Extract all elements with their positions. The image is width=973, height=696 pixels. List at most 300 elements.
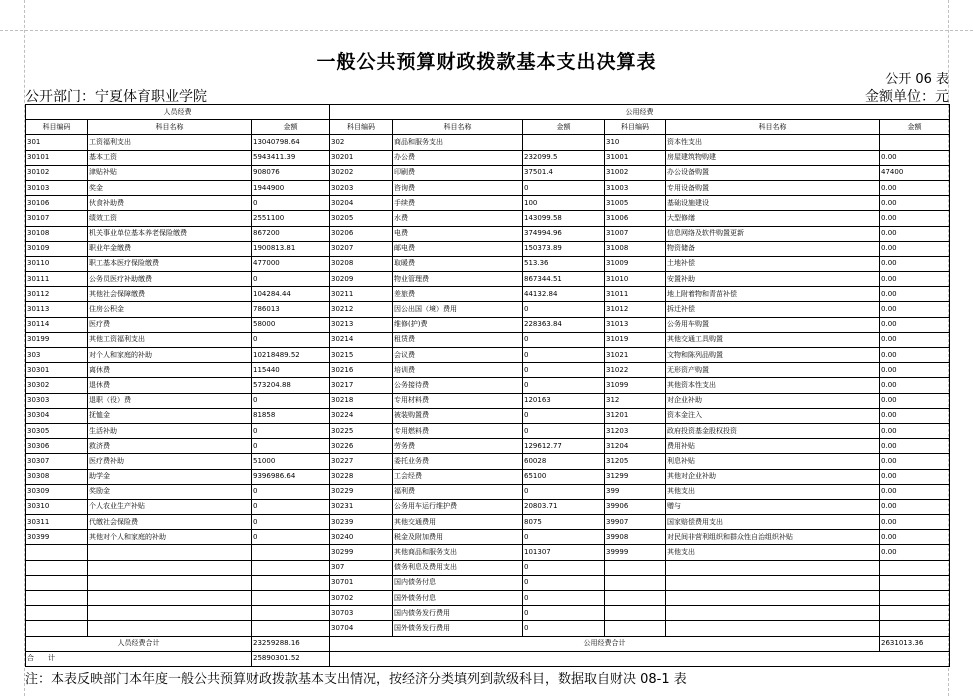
personnel-amount-cell: 10218489.52: [252, 348, 330, 363]
public-b-name-cell: 其他资本性支出: [666, 378, 880, 393]
expenditure-table: [25, 104, 950, 667]
public-b-code-cell: 31012: [605, 302, 666, 317]
public-a-amount-cell: 0: [523, 363, 605, 378]
public-a-amount-cell: 0: [523, 378, 605, 393]
public-b-name-cell: 地上附着物和青苗补偿: [666, 287, 880, 302]
public-a-name-cell: 印刷费: [393, 165, 523, 180]
personnel-name-cell: [88, 591, 252, 606]
public-a-amount-cell: 867344.51: [523, 272, 605, 287]
personnel-code-cell: [26, 606, 88, 621]
table-row: [26, 454, 950, 469]
public-a-amount-cell: 228363.84: [523, 317, 605, 332]
personnel-amount-cell: 58000: [252, 317, 330, 332]
public-a-name-cell: 租赁费: [393, 332, 523, 347]
public-a-code-cell: 302: [330, 135, 393, 150]
public-a-code-cell: 30201: [330, 150, 393, 165]
public-a-code-cell: 30205: [330, 211, 393, 226]
public-a-name-cell: 培训费: [393, 363, 523, 378]
public-a-name-cell: 差旅费: [393, 287, 523, 302]
public-a-code-cell: 30204: [330, 196, 393, 211]
unit-label: 金额单位：元: [865, 89, 949, 105]
public-b-amount-cell: 47400: [880, 165, 950, 180]
public-b-amount-cell: 0.00: [880, 272, 950, 287]
table-row: [26, 241, 950, 256]
public-b-code-cell: 31003: [605, 180, 666, 195]
personnel-amount-cell: 1900813.81: [252, 241, 330, 256]
public-b-amount-cell: 0.00: [880, 469, 950, 484]
table-row: [26, 363, 950, 378]
personnel-amount-cell: 0: [252, 484, 330, 499]
personnel-code-cell: 30114: [26, 317, 88, 332]
public-b-code-cell: 31008: [605, 241, 666, 256]
public-b-amount-cell: 0.00: [880, 332, 950, 347]
public-a-code-cell: 30229: [330, 484, 393, 499]
table-row: [26, 408, 950, 423]
personnel-name-cell: 绩效工资: [88, 211, 252, 226]
personnel-code-cell: 30311: [26, 515, 88, 530]
public-b-name-cell: 土地补偿: [666, 256, 880, 271]
public-b-name-cell: [666, 560, 880, 575]
public-total-amount: 2631013.36: [880, 636, 950, 651]
personnel-name-cell: 住房公积金: [88, 302, 252, 317]
public-b-code-cell: 39908: [605, 530, 666, 545]
public-b-code-cell: 399: [605, 484, 666, 499]
personnel-name-cell: 伙食补助费: [88, 196, 252, 211]
personnel-code-cell: 30112: [26, 287, 88, 302]
personnel-code-cell: 30307: [26, 454, 88, 469]
public-b-name-cell: 对企业补助: [666, 393, 880, 408]
personnel-name-cell: [88, 545, 252, 560]
public-a-code-cell: 30217: [330, 378, 393, 393]
personnel-code-cell: 30399: [26, 530, 88, 545]
public-b-amount-cell: 0.00: [880, 515, 950, 530]
public-a-amount-cell: 0: [523, 180, 605, 195]
personnel-amount-cell: 104284.44: [252, 287, 330, 302]
public-a-code-cell: 30214: [330, 332, 393, 347]
col-header-code: 科目编码: [330, 120, 393, 135]
public-b-name-cell: 其他支出: [666, 545, 880, 560]
personnel-code-cell: 30308: [26, 469, 88, 484]
public-a-amount-cell: 143099.58: [523, 211, 605, 226]
public-b-code-cell: [605, 560, 666, 575]
personnel-name-cell: 离休费: [88, 363, 252, 378]
public-b-name-cell: [666, 591, 880, 606]
table-row: [26, 150, 950, 165]
public-a-code-cell: 307: [330, 560, 393, 575]
public-a-code-cell: 30218: [330, 393, 393, 408]
public-a-amount-cell: 20803.71: [523, 499, 605, 514]
public-b-amount-cell: 0.00: [880, 180, 950, 195]
public-b-amount-cell: 0.00: [880, 226, 950, 241]
personnel-amount-cell: 0: [252, 423, 330, 438]
public-a-amount-cell: 0: [523, 591, 605, 606]
public-b-code-cell: 31007: [605, 226, 666, 241]
public-b-code-cell: 39907: [605, 515, 666, 530]
subtotal-row: [26, 636, 950, 651]
public-b-amount-cell: 0.00: [880, 423, 950, 438]
table-row: [26, 272, 950, 287]
personnel-code-cell: 30107: [26, 211, 88, 226]
col-header-name: 科目名称: [88, 120, 252, 135]
personnel-code-cell: 30102: [26, 165, 88, 180]
personnel-code-cell: 30113: [26, 302, 88, 317]
public-b-code-cell: 31011: [605, 287, 666, 302]
personnel-name-cell: 其他对个人和家庭的补助: [88, 530, 252, 545]
personnel-amount-cell: 0: [252, 515, 330, 530]
public-a-name-cell: 专用材料费: [393, 393, 523, 408]
personnel-name-cell: 奖金: [88, 180, 252, 195]
table-row: [26, 515, 950, 530]
personnel-amount-cell: 477000: [252, 256, 330, 271]
personnel-code-cell: [26, 621, 88, 636]
personnel-name-cell: 退休费: [88, 378, 252, 393]
public-b-name-cell: [666, 621, 880, 636]
public-b-name-cell: 公务用车购置: [666, 317, 880, 332]
public-a-code-cell: 30226: [330, 439, 393, 454]
public-b-amount-cell: 0.00: [880, 454, 950, 469]
public-a-amount-cell: 44132.84: [523, 287, 605, 302]
personnel-amount-cell: 2551100: [252, 211, 330, 226]
public-a-amount-cell: [523, 135, 605, 150]
public-b-code-cell: 31001: [605, 150, 666, 165]
personnel-amount-cell: 0: [252, 499, 330, 514]
public-b-code-cell: 31010: [605, 272, 666, 287]
public-a-amount-cell: 120163: [523, 393, 605, 408]
personnel-code-cell: 30103: [26, 180, 88, 195]
table-row: [26, 575, 950, 590]
public-a-amount-cell: 60028: [523, 454, 605, 469]
public-b-amount-cell: [880, 591, 950, 606]
public-a-code-cell: 30227: [330, 454, 393, 469]
public-a-name-cell: 税金及附加费用: [393, 530, 523, 545]
public-b-amount-cell: 0.00: [880, 545, 950, 560]
table-row: [26, 165, 950, 180]
public-b-amount-cell: 0.00: [880, 211, 950, 226]
personnel-name-cell: 津贴补贴: [88, 165, 252, 180]
public-a-code-cell: 30202: [330, 165, 393, 180]
public-b-name-cell: 费用补贴: [666, 439, 880, 454]
public-a-code-cell: 30239: [330, 515, 393, 530]
public-a-amount-cell: 65100: [523, 469, 605, 484]
personnel-amount-cell: 0: [252, 272, 330, 287]
public-a-amount-cell: 0: [523, 606, 605, 621]
table-row: [26, 530, 950, 545]
personnel-name-cell: 机关事业单位基本养老保险缴费: [88, 226, 252, 241]
col-header-code: 科目编码: [605, 120, 666, 135]
public-b-code-cell: 31099: [605, 378, 666, 393]
public-a-amount-cell: 374994.96: [523, 226, 605, 241]
public-a-amount-cell: 0: [523, 621, 605, 636]
public-b-code-cell: 31201: [605, 408, 666, 423]
col-header-amount: 金额: [523, 120, 605, 135]
table-row: [26, 591, 950, 606]
public-a-amount-cell: 0: [523, 575, 605, 590]
table-row: [26, 332, 950, 347]
personnel-name-cell: [88, 606, 252, 621]
personnel-code-cell: [26, 575, 88, 590]
personnel-code-cell: 30310: [26, 499, 88, 514]
personnel-amount-cell: [252, 591, 330, 606]
table-row: [26, 484, 950, 499]
public-a-amount-cell: 0: [523, 348, 605, 363]
public-a-name-cell: 取暖费: [393, 256, 523, 271]
public-b-name-cell: 文物和陈列品购置: [666, 348, 880, 363]
table-row: [26, 226, 950, 241]
personnel-code-cell: 30301: [26, 363, 88, 378]
public-b-name-cell: 对民间非营利组织和群众性自治组织补贴: [666, 530, 880, 545]
public-a-name-cell: 会议费: [393, 348, 523, 363]
public-b-amount-cell: [880, 560, 950, 575]
public-b-name-cell: 赠与: [666, 499, 880, 514]
public-b-amount-cell: 0.00: [880, 150, 950, 165]
public-b-code-cell: 31013: [605, 317, 666, 332]
public-a-amount-cell: 232099.5: [523, 150, 605, 165]
public-b-amount-cell: [880, 606, 950, 621]
personnel-name-cell: 代缴社会保险费: [88, 515, 252, 530]
public-a-name-cell: 福利费: [393, 484, 523, 499]
public-a-name-cell: 办公费: [393, 150, 523, 165]
personnel-name-cell: 对个人和家庭的补助: [88, 348, 252, 363]
public-b-name-cell: 资本金注入: [666, 408, 880, 423]
personnel-code-cell: 30302: [26, 378, 88, 393]
public-a-name-cell: 国内债务发行费用: [393, 606, 523, 621]
personnel-code-cell: 30111: [26, 272, 88, 287]
public-a-name-cell: 维修(护)费: [393, 317, 523, 332]
col-header-name: 科目名称: [393, 120, 523, 135]
public-a-name-cell: 电费: [393, 226, 523, 241]
group-header-row: [26, 105, 950, 120]
public-b-name-cell: 利息补贴: [666, 454, 880, 469]
personnel-name-cell: [88, 621, 252, 636]
personnel-amount-cell: [252, 606, 330, 621]
form-number: 公开 06 表: [885, 72, 949, 87]
public-a-code-cell: 30209: [330, 272, 393, 287]
public-a-amount-cell: 129612.77: [523, 439, 605, 454]
public-a-code-cell: 30704: [330, 621, 393, 636]
public-a-name-cell: 债务利息及费用支出: [393, 560, 523, 575]
public-b-code-cell: 310: [605, 135, 666, 150]
personnel-amount-cell: 81858: [252, 408, 330, 423]
grand-total-label: 合 计: [26, 651, 252, 666]
public-b-name-cell: 资本性支出: [666, 135, 880, 150]
personnel-code-cell: 30309: [26, 484, 88, 499]
public-b-code-cell: 31006: [605, 211, 666, 226]
public-a-code-cell: 30208: [330, 256, 393, 271]
public-a-amount-cell: 100: [523, 196, 605, 211]
personnel-code-cell: [26, 560, 88, 575]
public-b-code-cell: 31019: [605, 332, 666, 347]
table-row: [26, 317, 950, 332]
public-b-code-cell: [605, 591, 666, 606]
personnel-amount-cell: 867200: [252, 226, 330, 241]
grand-total-spacer: [330, 651, 950, 666]
public-b-name-cell: [666, 606, 880, 621]
public-a-name-cell: 商品和服务支出: [393, 135, 523, 150]
personnel-code-cell: [26, 545, 88, 560]
public-a-code-cell: 30216: [330, 363, 393, 378]
table-row: [26, 423, 950, 438]
personnel-name-cell: 其他社会保障缴费: [88, 287, 252, 302]
personnel-name-cell: 救济费: [88, 439, 252, 454]
table-row: [26, 180, 950, 195]
public-b-code-cell: [605, 606, 666, 621]
public-b-amount-cell: 0.00: [880, 499, 950, 514]
personnel-amount-cell: 51000: [252, 454, 330, 469]
public-a-amount-cell: 0: [523, 484, 605, 499]
grand-total-amount: 25890301.52: [252, 651, 330, 666]
public-a-code-cell: 30228: [330, 469, 393, 484]
public-b-name-cell: 专用设备购置: [666, 180, 880, 195]
personnel-code-cell: 30110: [26, 256, 88, 271]
personnel-amount-cell: 0: [252, 439, 330, 454]
public-a-name-cell: 国外债务发行费用: [393, 621, 523, 636]
personnel-amount-cell: 0: [252, 196, 330, 211]
personnel-name-cell: 助学金: [88, 469, 252, 484]
personnel-amount-cell: [252, 545, 330, 560]
personnel-name-cell: 工资福利支出: [88, 135, 252, 150]
public-total-label: 公用经费合计: [330, 636, 880, 651]
table-row: [26, 545, 950, 560]
public-b-code-cell: 31205: [605, 454, 666, 469]
personnel-name-cell: 医疗费补助: [88, 454, 252, 469]
public-b-name-cell: 政府投资基金股权投资: [666, 423, 880, 438]
footnote: 注：本表反映部门本年度一般公共预算财政拨款基本支出情况，按经济分类填列到款级科目，数据取自财决 08-1 表: [25, 672, 687, 687]
page-guide-top: [0, 30, 973, 31]
public-b-code-cell: 31002: [605, 165, 666, 180]
personnel-amount-cell: 5943411.39: [252, 150, 330, 165]
public-a-amount-cell: 0: [523, 408, 605, 423]
col-header-amount: 金额: [252, 120, 330, 135]
public-b-code-cell: 31022: [605, 363, 666, 378]
public-a-amount-cell: 0: [523, 423, 605, 438]
table-row: [26, 302, 950, 317]
public-a-amount-cell: 101307: [523, 545, 605, 560]
personnel-name-cell: 退职（役）费: [88, 393, 252, 408]
public-a-name-cell: 手续费: [393, 196, 523, 211]
public-a-amount-cell: 0: [523, 530, 605, 545]
public-b-name-cell: 拆迁补偿: [666, 302, 880, 317]
table-row: [26, 499, 950, 514]
public-b-name-cell: 信息网络及软件购置更新: [666, 226, 880, 241]
public-a-amount-cell: 0: [523, 302, 605, 317]
public-b-name-cell: 大型修缮: [666, 211, 880, 226]
public-a-name-cell: 国外债务付息: [393, 591, 523, 606]
table-row: [26, 439, 950, 454]
personnel-code-cell: [26, 591, 88, 606]
personnel-code-cell: 30106: [26, 196, 88, 211]
public-b-amount-cell: 0.00: [880, 196, 950, 211]
public-a-name-cell: 国内债务付息: [393, 575, 523, 590]
public-a-name-cell: 劳务费: [393, 439, 523, 454]
public-b-amount-cell: 0.00: [880, 256, 950, 271]
public-b-amount-cell: 0.00: [880, 408, 950, 423]
table-row: [26, 560, 950, 575]
public-b-name-cell: 办公设备购置: [666, 165, 880, 180]
personnel-total-label: 人员经费合计: [26, 636, 252, 651]
personnel-code-cell: 30304: [26, 408, 88, 423]
public-a-name-cell: 专用燃料费: [393, 423, 523, 438]
table-row: [26, 211, 950, 226]
personnel-name-cell: 职工基本医疗保险缴费: [88, 256, 252, 271]
public-b-name-cell: 国家赔偿费用支出: [666, 515, 880, 530]
personnel-amount-cell: 908076: [252, 165, 330, 180]
public-b-name-cell: 物资储备: [666, 241, 880, 256]
public-a-name-cell: 其他交通费用: [393, 515, 523, 530]
public-b-code-cell: 31204: [605, 439, 666, 454]
public-a-amount-cell: 150373.89: [523, 241, 605, 256]
personnel-code-cell: 30303: [26, 393, 88, 408]
public-a-code-cell: 30203: [330, 180, 393, 195]
public-a-code-cell: 30211: [330, 287, 393, 302]
public-b-code-cell: 39906: [605, 499, 666, 514]
public-a-code-cell: 30299: [330, 545, 393, 560]
public-b-code-cell: 31009: [605, 256, 666, 271]
public-b-amount-cell: 0.00: [880, 393, 950, 408]
public-a-name-cell: 公务用车运行维护费: [393, 499, 523, 514]
report-title: 一般公共预算财政拨款基本支出决算表: [316, 51, 657, 73]
public-b-amount-cell: 0.00: [880, 302, 950, 317]
personnel-amount-cell: 1944900: [252, 180, 330, 195]
public-a-code-cell: 30240: [330, 530, 393, 545]
public-a-amount-cell: 0: [523, 332, 605, 347]
table-row: [26, 621, 950, 636]
public-a-amount-cell: 513.36: [523, 256, 605, 271]
personnel-code-cell: 30101: [26, 150, 88, 165]
personnel-amount-cell: [252, 621, 330, 636]
personnel-name-cell: 生活补助: [88, 423, 252, 438]
public-b-amount-cell: 0.00: [880, 439, 950, 454]
personnel-total-amount: 23259288.16: [252, 636, 330, 651]
personnel-name-cell: 抚恤金: [88, 408, 252, 423]
personnel-amount-cell: 0: [252, 332, 330, 347]
col-header-name: 科目名称: [666, 120, 880, 135]
personnel-name-cell: 公务员医疗补助缴费: [88, 272, 252, 287]
public-b-code-cell: 31005: [605, 196, 666, 211]
public-b-amount-cell: [880, 135, 950, 150]
public-a-name-cell: 工会经费: [393, 469, 523, 484]
table-row: [26, 256, 950, 271]
public-b-amount-cell: [880, 621, 950, 636]
public-a-code-cell: 30701: [330, 575, 393, 590]
public-b-name-cell: 其他交通工具购置: [666, 332, 880, 347]
public-a-amount-cell: 37501.4: [523, 165, 605, 180]
public-b-name-cell: 其他支出: [666, 484, 880, 499]
public-a-code-cell: 30213: [330, 317, 393, 332]
public-a-name-cell: 咨询费: [393, 180, 523, 195]
personnel-name-cell: 职业年金缴费: [88, 241, 252, 256]
table-row: [26, 287, 950, 302]
personnel-name-cell: [88, 560, 252, 575]
public-b-amount-cell: 0.00: [880, 378, 950, 393]
public-a-code-cell: 30207: [330, 241, 393, 256]
public-a-code-cell: 30224: [330, 408, 393, 423]
public-a-name-cell: 因公出国（境）费用: [393, 302, 523, 317]
personnel-name-cell: 奖励金: [88, 484, 252, 499]
public-b-code-cell: [605, 575, 666, 590]
public-b-code-cell: 31299: [605, 469, 666, 484]
personnel-code-cell: 30305: [26, 423, 88, 438]
personnel-code-cell: 30108: [26, 226, 88, 241]
public-b-code-cell: 39999: [605, 545, 666, 560]
public-b-code-cell: [605, 621, 666, 636]
personnel-amount-cell: 115440: [252, 363, 330, 378]
table-row: [26, 393, 950, 408]
public-b-amount-cell: 0.00: [880, 348, 950, 363]
personnel-amount-cell: [252, 560, 330, 575]
public-a-amount-cell: 8075: [523, 515, 605, 530]
public-a-name-cell: 被装购置费: [393, 408, 523, 423]
col-header-amount: 金额: [880, 120, 950, 135]
